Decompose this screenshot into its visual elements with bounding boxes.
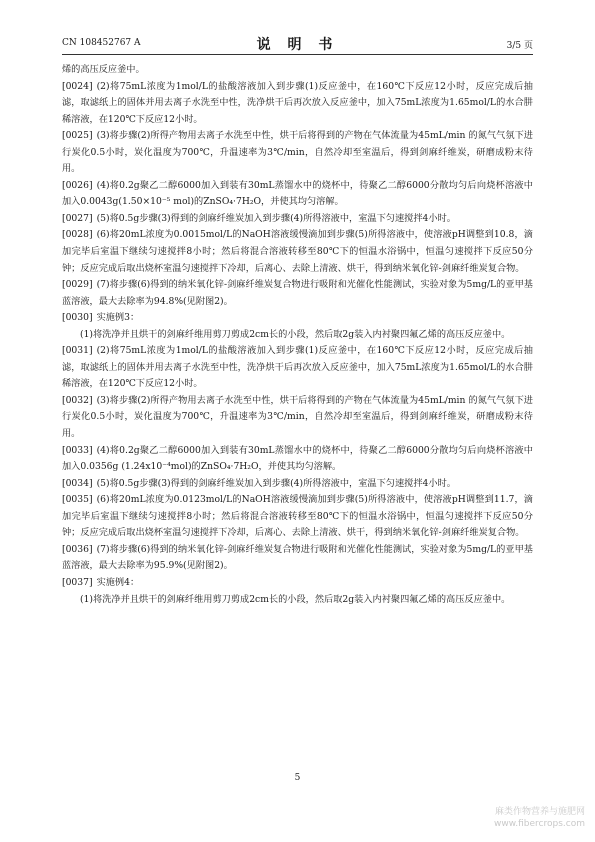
paragraph: [62, 393, 533, 443]
paragraph: [62, 62, 533, 79]
paragraph: [62, 542, 533, 575]
paragraph-text: 实施例4：: [96, 576, 140, 588]
document-title: 说 明 书: [256, 37, 339, 53]
paragraph-text: (4)将0.2g聚乙二醇6000加入到装有30mL蒸馏水中的烧杯中，待聚乙二醇6000分散均匀后向烧杯溶液中加入0.0356g (1.24x10⁻⁴mol)的ZnSO₄·7H₂O，并使其均匀溶解。: [62, 444, 533, 473]
paragraph-text: (6)将20mL浓度为0.0015mol/L的NaOH溶液缓慢滴加到步骤(5)所得溶液中，使溶液pH调整到10.8，滴加完毕后室温下继续匀速搅拌8小时；然后将混合溶液转移至80℃下的恒温水浴锅中，恒温匀速搅拌下反应50分钟；反应完成后取出烧杯室温匀速搅拌下冷却，后离心、去除上清液、烘干，得到纳米氧化锌-剑麻纤维炭复合物。: [62, 229, 533, 274]
paragraph: [62, 592, 533, 609]
paragraph-text: (1)将洗净并且烘干的剑麻纤维用剪刀剪成2cm长的小段，然后取2g装入内衬聚四氟乙烯的高压反应釜中。: [80, 593, 511, 605]
paragraph-text: (3)将步骤(2)所得产物用去离子水洗至中性，烘干后将得到的产物在气体流量为45mL/min 的氮气气氛下进行炭化0.5小时，炭化温度为700℃，升温速率为3℃/min，自然冷却至室温后，得到剑麻纤维炭，研磨成粉末待用。: [62, 394, 533, 440]
paragraph: [62, 277, 533, 310]
paragraph: [62, 476, 533, 493]
paragraph-number: [0026]: [62, 179, 93, 191]
document-body: [62, 62, 533, 608]
watermark: [465, 806, 585, 830]
paragraph-number: [0035]: [62, 494, 93, 506]
publication-number: CN 108452767 A: [62, 38, 141, 48]
paragraph-text: (4)将0.2g聚乙二醇6000加入到装有30mL蒸馏水中的烧杯中，待聚乙二醇6000分散均匀后向烧杯溶液中加入0.0043g(1.50×10⁻⁵ mol)的ZnSO₄·7H₂O，并使其均匀溶解。: [62, 179, 533, 208]
paragraph-text: 实施例3：: [96, 312, 140, 324]
paragraph-text: (1)将洗净并且烘干的剑麻纤维用剪刀剪成2cm长的小段，然后取2g装入内衬聚四氟乙烯的高压反应釜中。: [80, 328, 511, 340]
paragraph: [62, 575, 533, 592]
paragraph: [62, 443, 533, 476]
paragraph: [62, 178, 533, 211]
paragraph: [62, 227, 533, 277]
paragraph-number: [0031]: [62, 345, 93, 357]
paragraph-number: [0037]: [62, 576, 93, 588]
paragraph-text: (2)将75mL浓度为1mol/L的盐酸溶液加入到步骤(1)反应釜中，在160℃下反应12小时，反应完成后抽滤，取滤纸上的固体并用去离子水洗至中性，洗净烘干后再次放入反应釜中，加入75mL浓度为1.65mol/L的水合肼稀溶液，在120℃下反应12小时。: [62, 80, 533, 125]
paragraph-text: (6)将20mL浓度为0.0123mol/L的NaOH溶液缓慢滴加到步骤(5)所得溶液中，使溶液pH调整到11.7，滴加完毕后室温下继续匀速搅拌8小时；然后将混合溶液转移至80℃下的恒温水浴锅中，恒温匀速搅拌下反应50分钟；反应完成后取出烧杯室温匀速搅拌下冷却，后离心、去除上清液、烘干，得到纳米氧化锌-剑麻纤维炭复合物。: [62, 494, 533, 539]
page-number: 5: [294, 773, 301, 783]
paragraph-text: 烯的高压反应釜中。: [62, 64, 145, 75]
paragraph: [62, 492, 533, 542]
paragraph-text: (5)将0.5g步骤(3)得到的剑麻纤维炭加入到步骤(4)所得溶液中，室温下匀速搅拌4小时。: [96, 477, 456, 489]
paragraph-number: [0029]: [62, 279, 93, 291]
paragraph-number: [0024]: [62, 80, 93, 92]
paragraph: [62, 79, 533, 129]
paragraph-number: [0028]: [62, 229, 93, 241]
page-header: [62, 34, 533, 55]
paragraph-number: [0033]: [62, 444, 93, 456]
paragraph: [62, 327, 533, 344]
paragraph-number: [0034]: [62, 477, 93, 489]
paragraph-number: [0027]: [62, 212, 93, 224]
paragraph-number: [0032]: [62, 394, 93, 406]
watermark-url: www.fibercrops.com: [494, 819, 585, 829]
watermark-site-name: 麻类作物营养与施肥网: [494, 807, 585, 817]
page-count: 3/5 页: [506, 41, 533, 51]
paragraph-text: (2)将75mL浓度为1mol/L的盐酸溶液加入到步骤(1)反应釜中，在160℃下反应12小时，反应完成后抽滤，取滤纸上的固体并用去离子水洗至中性，洗净烘干后再次放入反应釜中，加入75mL浓度为1.65mol/L的水合肼稀溶液，在120℃下反应12小时。: [62, 345, 533, 390]
paragraph-number: [0025]: [62, 130, 93, 142]
paragraph: [62, 343, 533, 393]
paragraph-number: [0030]: [62, 312, 93, 324]
paragraph-number: [0036]: [62, 543, 93, 555]
paragraph-text: (7)将步骤(6)得到的纳米氧化锌-剑麻纤维炭复合物进行吸附和光催化性能测试，实验对象为5mg/L的亚甲基蓝溶液，最大去除率为95.9%(见附图2)。: [62, 543, 533, 572]
paragraph-text: (7)将步骤(6)得到的纳米氧化锌-剑麻纤维炭复合物进行吸附和光催化性能测试，实验对象为5mg/L的亚甲基蓝溶液，最大去除率为94.8%(见附图2)。: [62, 279, 533, 307]
paragraph-text: (5)将0.5g步骤(3)得到的剑麻纤维炭加入到步骤(4)所得溶液中，室温下匀速搅拌4小时。: [96, 212, 456, 224]
paragraph-text: (3)将步骤(2)所得产物用去离子水洗至中性，烘干后将得到的产物在气体流量为45mL/min 的氮气气氛下进行炭化0.5小时，炭化温度为700℃，升温速率为3℃/min，自然冷却至室温后，得到剑麻纤维炭，研磨成粉末待用。: [62, 130, 533, 175]
paragraph: [62, 211, 533, 228]
paragraph: [62, 128, 533, 178]
paragraph: [62, 310, 533, 327]
